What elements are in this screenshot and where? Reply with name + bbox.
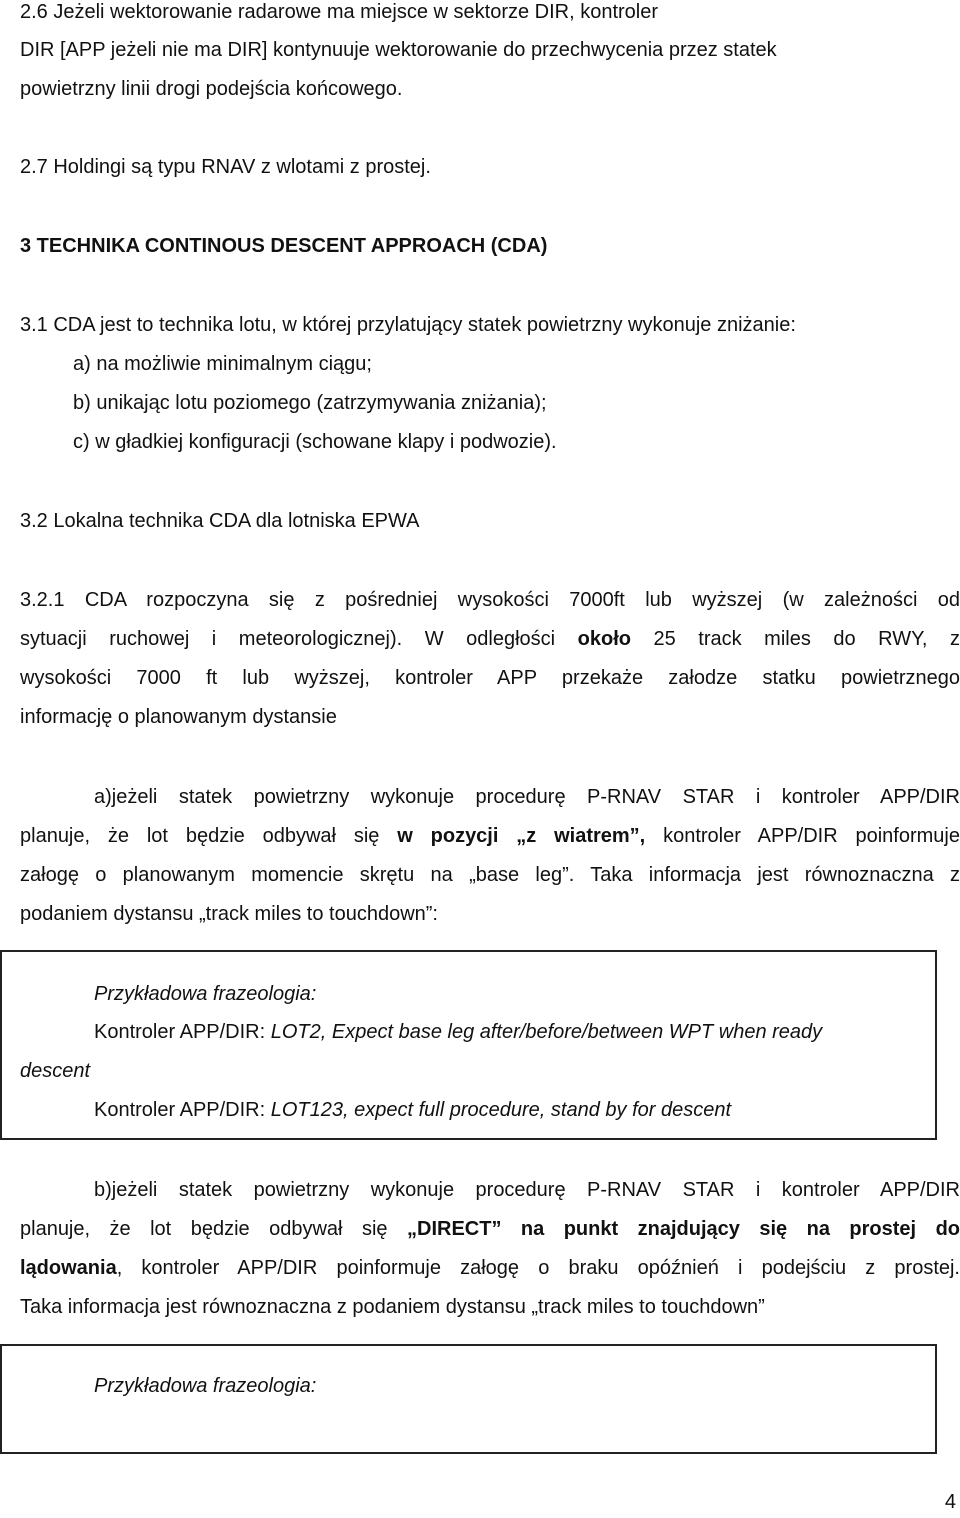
para-b-line-1: b)jeżeli statek powietrzny wykonuje procedurę P-RNAV STAR i kontroler APP/DIR: [94, 1179, 960, 1201]
section-2-7: 2.7 Holdingi są typu RNAV z wlotami z prostej.: [20, 156, 431, 178]
section-2-6-line-2: DIR [APP jeżeli nie ma DIR] kontynuuje wektorowanie do przechwycenia przez statek: [20, 39, 777, 61]
section-2-6-line-1: 2.6 Jeżeli wektorowanie radarowe ma miejsce w sektorze DIR, kontroler: [20, 1, 659, 23]
phraseology-box-1-title: Przykładowa frazeologia:: [94, 983, 317, 1005]
phraseology-box-1-row-1-continued: descent: [20, 1060, 91, 1082]
list-item-a: a) na możliwie minimalnym ciągu;: [73, 353, 372, 375]
phraseology-box-2: [0, 1344, 937, 1454]
para-a-line-1: a)jeżeli statek powietrzny wykonuje procedurę P-RNAV STAR i kontroler APP/DIR: [94, 786, 960, 808]
list-item-c: c) w gładkiej konfiguracji (schowane klapy i podwozie).: [73, 431, 557, 453]
para-a-line-3: załogę o planowanym momencie skrętu na „base leg”. Taka informacja jest równoznaczna z: [20, 864, 960, 886]
para-a-line-2: planuje, że lot będzie odbywał się w pozycji „z wiatrem”, kontroler APP/DIR poinformuje: [20, 825, 960, 847]
section-3-2-1-line-4: informację o planowanym dystansie: [20, 706, 337, 728]
section-3-2-1-line-1: 3.2.1 CDA rozpoczyna się z pośredniej wysokości 7000ft lub wyższej (w zależności od: [20, 589, 960, 611]
section-3-2-1-line-2: sytuacji ruchowej i meteorologicznej). W odległości około 25 track miles do RWY, z: [20, 628, 960, 650]
page-number: 4: [944, 1491, 956, 1513]
phraseology-box-2-title: Przykładowa frazeologia:: [94, 1375, 317, 1397]
section-3-2-1-line-3: wysokości 7000 ft lub wyższej, kontroler APP przekaże załodze statku powietrznego: [20, 667, 960, 689]
phraseology-box-1-row-2: Kontroler APP/DIR: LOT123, expect full procedure, stand by for descent: [94, 1099, 732, 1121]
section-3-2-heading: 3.2 Lokalna technika CDA dla lotniska EPWA: [20, 510, 420, 532]
section-3-1-intro: 3.1 CDA jest to technika lotu, w której przylatujący statek powietrzny wykonuje zniżanie:: [20, 314, 796, 336]
para-b-line-2: planuje, że lot będzie odbywał się „DIRECT” na punkt znajdujący się na prostej do: [20, 1218, 960, 1240]
list-item-b: b) unikając lotu poziomego (zatrzymywania zniżania);: [73, 392, 547, 414]
section-2-6-line-3: powietrzny linii drogi podejścia końcowego.: [20, 78, 403, 100]
para-b-line-4: Taka informacja jest równoznaczna z podaniem dystansu „track miles to touchdown”: [20, 1296, 765, 1318]
para-b-line-3: lądowania, kontroler APP/DIR poinformuje załogę o braku opóźnień i podejściu z prostej.: [20, 1257, 960, 1279]
para-a-line-4: podaniem dystansu „track miles to touchdown”:: [20, 903, 438, 925]
section-3-heading: 3 TECHNIKA CONTINOUS DESCENT APPROACH (CDA): [20, 235, 548, 257]
phraseology-box-1-row-1: Kontroler APP/DIR: LOT2, Expect base leg after/before/between WPT when ready: [94, 1021, 823, 1043]
